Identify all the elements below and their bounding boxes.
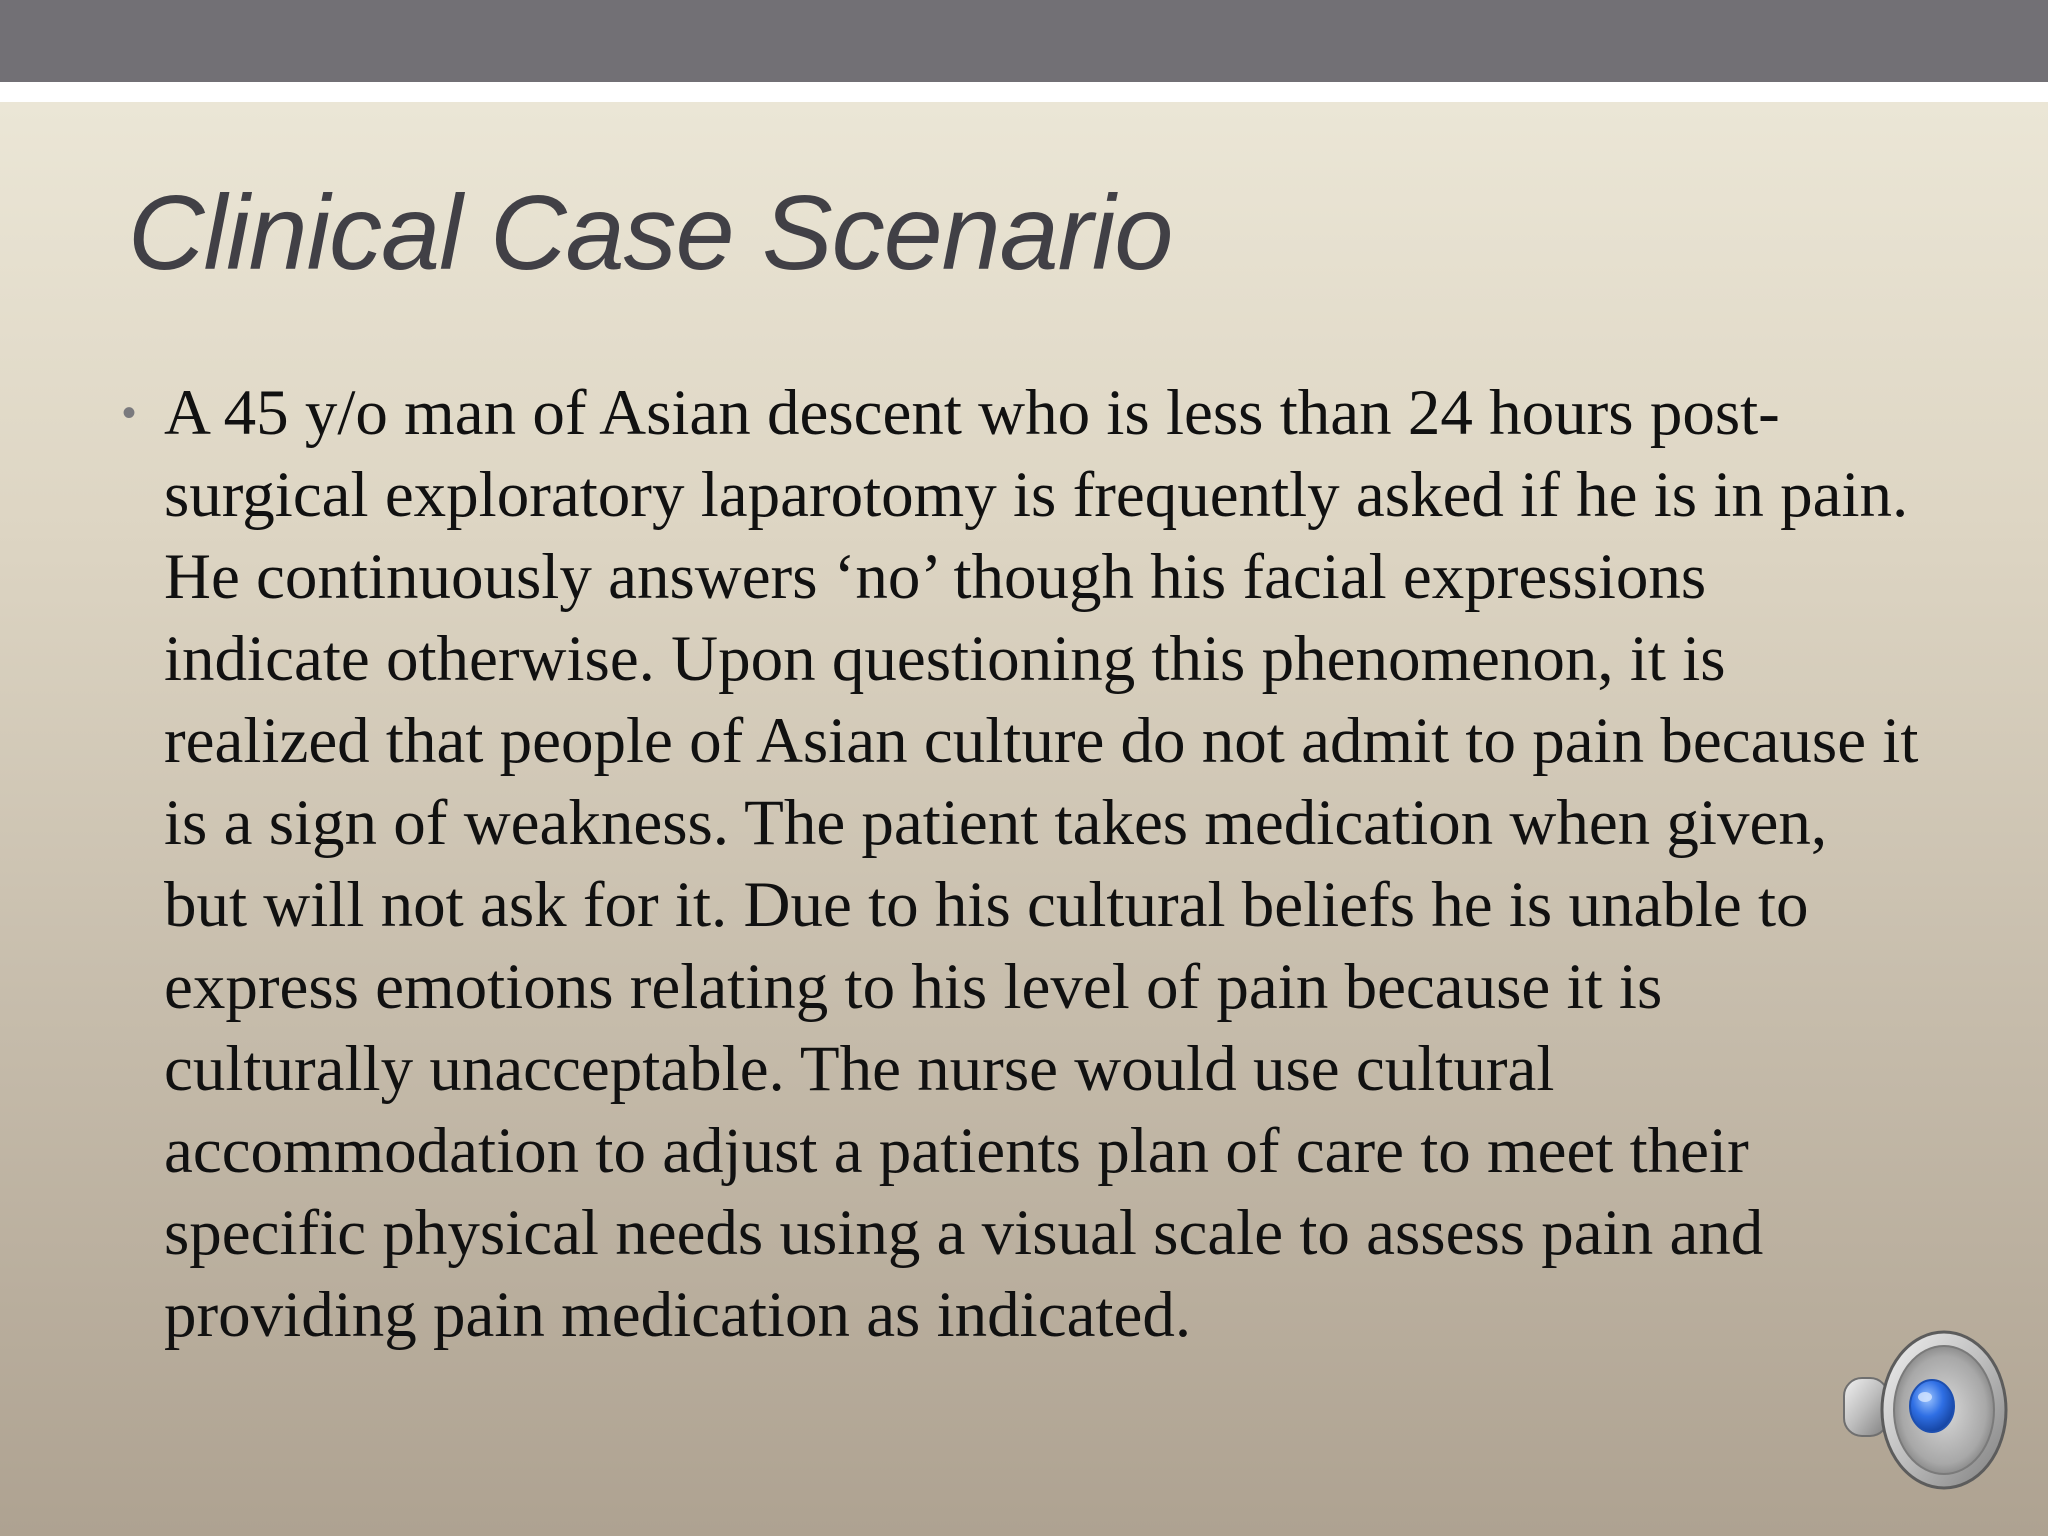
audio-speaker-button[interactable] [1836,1316,2016,1496]
top-header-bar [0,0,2048,82]
bullet-list [120,372,1920,1356]
slide-title: Clinical Case Scenario [128,174,1173,292]
bullet-item [120,372,1920,1356]
speaker-icon [1836,1316,2016,1496]
bullet-text: A 45 y/o man of Asian descent who is less than 24 hours post-surgical exploratory laparotomy is frequently asked if he is in pain. He continuously answers ‘no’ though his facial expressions indicate otherwise. Upon questioning this phenomenon, it is realized that people of Asian culture do not admit to pain because it is a sign of weakness. The patient takes medication when given, but will not ask for it. Due to his cultural beliefs he is unable to express emotions relating to his level of pain because it is culturally unacceptable. The nurse would use cultural accommodation to adjust a patients plan of care to meet their specific physical needs using a visual scale to assess pain and providing pain medication as indicated. [164,377,1919,1351]
bullet-marker: • [122,391,137,435]
header-divider-strip [0,82,2048,102]
